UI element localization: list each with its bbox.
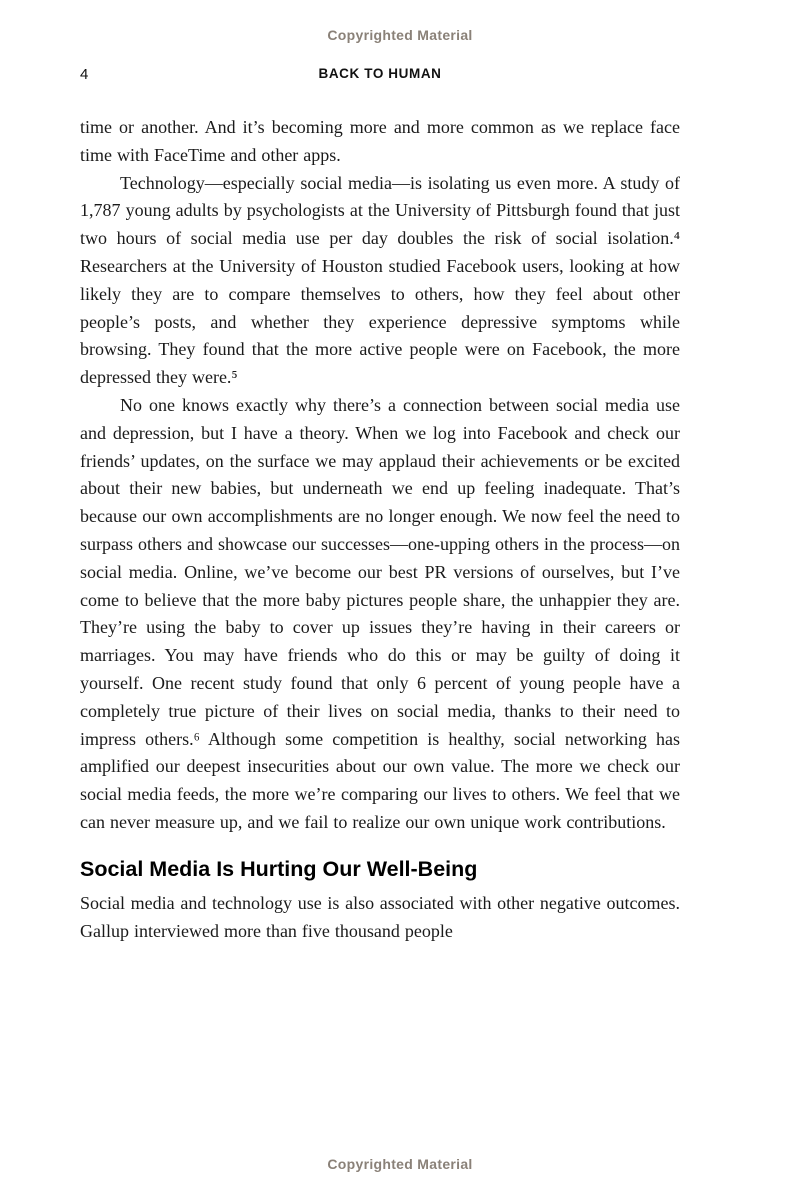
body-text: [80, 114, 680, 945]
page-content: [80, 66, 680, 945]
running-title: BACK TO HUMAN: [318, 66, 442, 81]
paragraph-section-intro: Social media and technology use is also associated with other negative outcomes. Gallup interviewed more than five thousand people: [80, 892, 680, 941]
paragraph-technology-isolation: Technology—especially social media—is isolating us even more. A study of 1,787 young adults by psychologists at the University of Pittsburgh found that just two hours of social media use per day doubles the risk of social isolation.⁴ Researchers at the University of Houston studied Facebook users, looking at how likely they are to compare themselves to others, how they feel about other people’s posts, and whether they experience depressive symptoms while browsing. They found that the more active people were on Facebook, the more depressed they were.⁵: [80, 172, 680, 388]
page-number: 4: [80, 66, 89, 83]
paragraph-continuation: time or another. And it’s becoming more and more common as we replace face time with FaceTime and other apps.: [80, 117, 680, 165]
section-heading: Social Media Is Hurting Our Well-Being: [80, 856, 478, 881]
page-header: [80, 66, 680, 88]
paragraph-social-media-depression: No one knows exactly why there’s a connection between social media use and depression, but I have a theory. When we log into Facebook and check our friends’ updates, on the surface we may applaud their achievements or be excited about their new babies, but underneath we end up feeling inadequate. That’s because our own accomplishments are no longer enough. We now feel the need to surpass others and showcase our successes—one-upping others in the process—on social media. Online, we’ve become our best PR versions of ourselves, but I’ve come to believe that the more baby pictures people share, the unhappier they are. They’re using the baby to cover up issues they’re having in their careers or marriages. You may have friends who do this or may be guilty of doing it yourself. One recent study found that only 6 percent of young people have a completely true picture of their lives on social media, thanks to their need to impress others.⁶ Although some competition is healthy, social networking has amplified our deepest insecurities about our own value. The more we check our social media feeds, the more we’re comparing our lives to others. We feel that we can never measure up, and we fail to realize our own unique work contributions.: [80, 394, 680, 832]
copyright-notice-top: Copyrighted Material: [327, 27, 473, 43]
copyright-notice-bottom: Copyrighted Material: [327, 1156, 473, 1172]
